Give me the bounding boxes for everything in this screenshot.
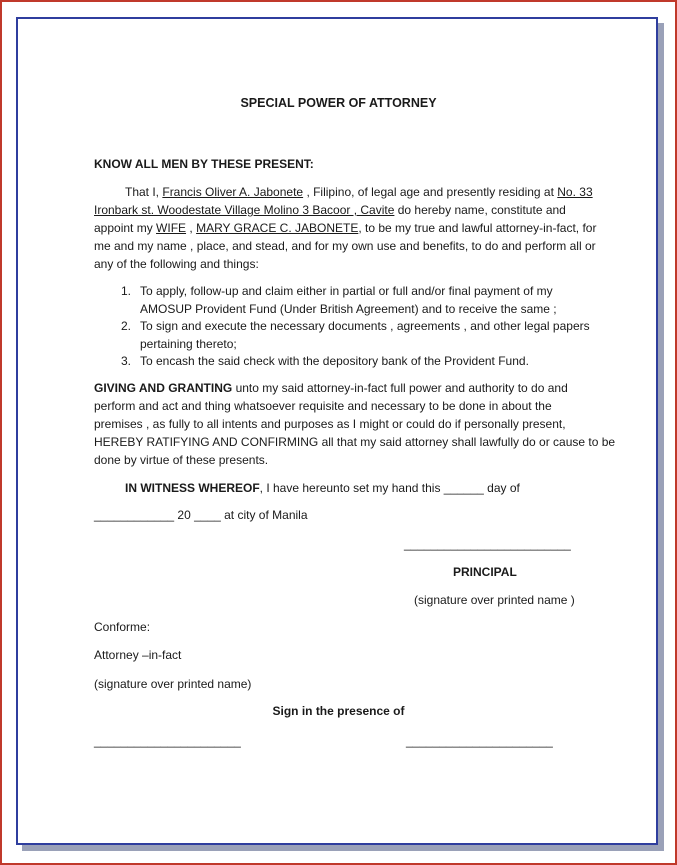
principal-label: PRINCIPAL	[453, 565, 517, 579]
witness-rest: , I have hereunto set my hand this ______ day of	[259, 481, 520, 495]
granting-line-1	[94, 380, 568, 396]
witness-signature-line-left: ______________________	[94, 734, 241, 748]
intro-line-3	[94, 220, 596, 236]
item-1-number: 1.	[121, 284, 132, 298]
item-2-line-2: pertaining thereto;	[140, 337, 237, 351]
attorney-name: MARY GRACE C. JABONETE	[196, 221, 359, 235]
granting-line-2: perform and act and thing whatsoever requisite and necessary to be done in about the	[94, 399, 552, 413]
conforme-label: Conforme:	[94, 620, 151, 634]
principal-signature-line: _________________________	[404, 537, 571, 551]
conforme-note: (signature over printed name)	[94, 677, 252, 691]
granting-lead: GIVING AND GRANTING	[94, 381, 233, 395]
principal-note: (signature over printed name )	[414, 593, 575, 607]
item-1-line-1: To apply, follow-up and claim either in partial or full and/or final payment of my	[140, 284, 553, 298]
document-title: SPECIAL POWER OF ATTORNEY	[240, 96, 437, 110]
intro-mid: , Filipino, of legal age and presently residing at	[306, 185, 554, 199]
granting-l1: unto my said attorney-in-fact full power and authority to do and	[235, 381, 568, 395]
intro-line-2	[94, 202, 566, 218]
granting-line-5: done by virtue of these presents.	[94, 453, 269, 467]
item-2-number: 2.	[121, 319, 132, 333]
address-part-2: Ironbark st. Woodestate Village Molino 3 Bacoor , Cavite	[94, 203, 395, 217]
principal-name: Francis Oliver A. Jabonete	[162, 185, 304, 199]
item-3-line-1: To encash the said check with the depository bank of the Provident Fund.	[140, 354, 529, 368]
witness-date-line: ____________ 20 ____ at city of Manila	[94, 508, 308, 522]
relation: WIFE	[156, 221, 187, 235]
intro-line-2-suffix: do hereby name, constitute and	[397, 203, 566, 217]
presence-label: Sign in the presence of	[272, 704, 405, 718]
address-part-1: No. 33	[557, 185, 593, 199]
intro-comma: ,	[189, 221, 193, 235]
intro-line-1	[125, 184, 593, 200]
item-3-number: 3.	[121, 354, 132, 368]
intro-line-4: me and my name , place, and stead, and for my own use and benefits, to do and perform all or	[94, 239, 596, 253]
witness-signature-line-right: ______________________	[406, 734, 553, 748]
intro-prefix: That I,	[125, 185, 160, 199]
conforme-role: Attorney –in-fact	[94, 648, 182, 662]
witness-line	[125, 480, 520, 496]
intro-line-3-prefix: appoint my	[94, 221, 153, 235]
intro-line-5: any of the following and things:	[94, 257, 259, 271]
item-2-line-1: To sign and execute the necessary documents , agreements , and other legal papers	[140, 319, 590, 333]
granting-line-4: HEREBY RATIFYING AND CONFIRMING all that my said attorney shall lawfully do or cause to be	[94, 435, 616, 449]
granting-line-3: premises , as fully to all intents and purposes as I might or could do if personally present,	[94, 417, 566, 431]
salutation: KNOW ALL MEN BY THESE PRESENT:	[94, 157, 314, 171]
item-1-line-2: AMOSUP Provident Fund (Under British Agreement) and to receive the same ;	[140, 302, 557, 316]
witness-lead: IN WITNESS WHEREOF	[125, 481, 260, 495]
intro-line-3-suffix: , to be my true and lawful attorney-in-fact, for	[358, 221, 597, 235]
